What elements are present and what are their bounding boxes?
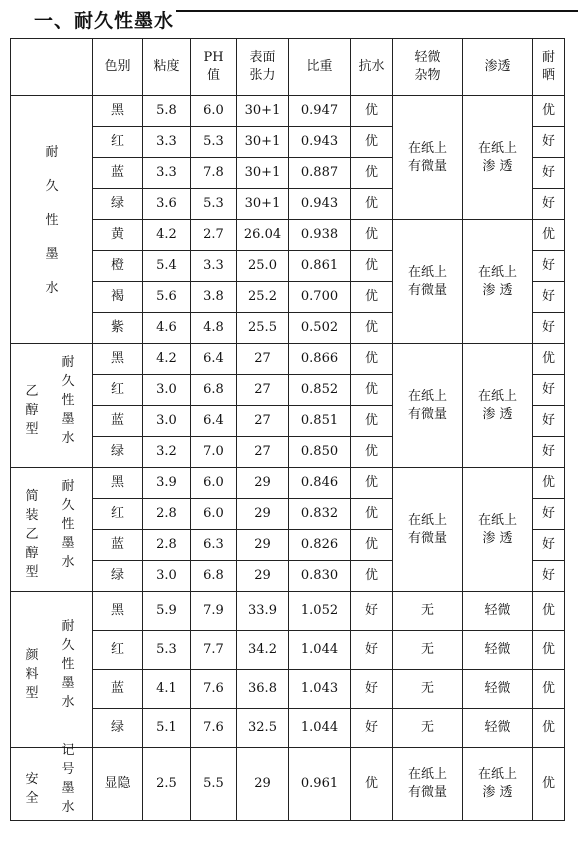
table-cell: 27 [237,375,289,406]
table-cell: 0.866 [289,344,351,375]
table-cell: 橙 [93,251,143,282]
table-cell: 7.9 [191,592,237,631]
table-cell: 优 [351,406,393,437]
table-cell: 2.7 [191,220,237,251]
table-cell: 6.0 [191,499,237,530]
vertical-label: 耐久性墨水 [45,144,59,296]
table-cell: 好 [351,670,393,709]
table-row [11,220,565,251]
header-cell: 粘度 [143,39,191,96]
table-cell: 无 [393,592,463,631]
header-cell: 耐 晒 [533,39,565,96]
section-title: 一、耐久性墨水 [34,10,175,32]
table-cell: 0.947 [289,96,351,127]
table-cell: 30+1 [237,96,289,127]
table-cell: 0.943 [289,127,351,158]
table-cell: 27 [237,344,289,375]
table-cell: 黑 [93,96,143,127]
table-cell: 在纸上 有微量 [393,344,463,468]
table-row [11,670,565,709]
ink-properties-table [10,38,565,821]
table-cell: 优 [351,437,393,468]
table-cell: 优 [351,530,393,561]
table-cell: 优 [351,499,393,530]
group-label-right: 耐久性墨水 [61,619,75,710]
table-cell: 1.052 [289,592,351,631]
table-row [11,631,565,670]
table-cell: 绿 [93,709,143,748]
table-cell: 好 [533,530,565,561]
table-cell: 无 [393,670,463,709]
table-cell: 5.3 [143,631,191,670]
table-cell: 好 [533,499,565,530]
table-cell: 绿 [93,437,143,468]
table-cell: 0.938 [289,220,351,251]
table-row [11,709,565,748]
table-cell: 26.04 [237,220,289,251]
table-row [11,748,565,821]
table-cell: 轻微 [463,592,533,631]
table-cell: 好 [533,127,565,158]
table-cell: 褐 [93,282,143,313]
table-cell: 0.887 [289,158,351,189]
group-label-cell [11,468,93,592]
table-cell: 4.6 [143,313,191,344]
table-cell: 0.852 [289,375,351,406]
table-cell: 优 [351,344,393,375]
table-cell: 0.943 [289,189,351,220]
group-label-right: 记号墨水 [61,743,75,815]
table-cell: 30+1 [237,127,289,158]
table-cell: 0.826 [289,530,351,561]
table-cell: 优 [533,748,565,821]
table-cell: 34.2 [237,631,289,670]
table-cell: 0.961 [289,748,351,821]
table-cell: 在纸上 渗 透 [463,468,533,592]
table-cell: 6.8 [191,561,237,592]
table-cell: 3.0 [143,375,191,406]
table-cell: 4.2 [143,344,191,375]
table-cell: 好 [351,709,393,748]
table-cell: 在纸上 渗 透 [463,96,533,220]
table-cell: 27 [237,437,289,468]
table-cell: 0.850 [289,437,351,468]
table-cell: 5.4 [143,251,191,282]
table-cell: 2.5 [143,748,191,821]
table-cell: 0.851 [289,406,351,437]
table-cell: 好 [533,313,565,344]
header-cell: 比重 [289,39,351,96]
table-row [11,344,565,375]
table-cell: 2.8 [143,530,191,561]
group-label-left: 安全 [25,772,39,806]
table-cell: 红 [93,499,143,530]
title-rule [176,10,578,12]
table-cell: 无 [393,631,463,670]
table-cell: 0.832 [289,499,351,530]
header-cell: 抗水 [351,39,393,96]
table-cell: 29 [237,748,289,821]
table-cell: 优 [351,251,393,282]
table-cell: 好 [533,251,565,282]
group-label-cell [11,743,93,821]
table-cell: 优 [351,158,393,189]
table-cell: 优 [533,631,565,670]
table-body [11,96,565,821]
table-cell: 2.8 [143,499,191,530]
header-cell: 渗透 [463,39,533,96]
table-cell: 5.3 [191,189,237,220]
table-cell: 5.3 [191,127,237,158]
group-label-left: 简装乙醇型 [25,489,39,580]
table-cell: 3.8 [191,282,237,313]
table-cell: 29 [237,530,289,561]
table-cell: 4.8 [191,313,237,344]
table-cell: 优 [351,189,393,220]
group-label-left: 乙醇型 [25,384,39,437]
table-cell: 红 [93,631,143,670]
table-cell: 好 [533,282,565,313]
table-cell: 3.0 [143,406,191,437]
table-cell: 29 [237,499,289,530]
table-cell: 好 [533,406,565,437]
header-cell [11,39,93,96]
table-cell: 7.0 [191,437,237,468]
table-cell: 0.502 [289,313,351,344]
group-label-right: 耐久性墨水 [61,355,75,446]
table-cell: 3.3 [143,127,191,158]
group-label-cell [11,592,93,748]
header-cell: PH 值 [191,39,237,96]
table-cell: 轻微 [463,709,533,748]
table-cell: 优 [351,313,393,344]
table-cell: 在纸上 渗 透 [463,344,533,468]
table-cell: 好 [533,189,565,220]
table-cell: 1.043 [289,670,351,709]
table-row [11,468,565,499]
table-cell: 好 [351,592,393,631]
table-cell: 在纸上 渗 透 [463,220,533,344]
table-cell: 绿 [93,561,143,592]
table-cell: 好 [533,561,565,592]
table-cell: 36.8 [237,670,289,709]
table-cell: 优 [351,468,393,499]
table-cell: 蓝 [93,158,143,189]
table-cell: 25.2 [237,282,289,313]
table-cell: 3.0 [143,561,191,592]
table-cell: 红 [93,375,143,406]
table-cell: 5.5 [191,748,237,821]
group-label-left: 颜料型 [25,648,39,701]
table-cell: 6.3 [191,530,237,561]
table-cell: 5.9 [143,592,191,631]
table-cell: 5.1 [143,709,191,748]
table-cell: 29 [237,468,289,499]
table-cell: 25.0 [237,251,289,282]
table-cell: 好 [533,375,565,406]
table-row [11,592,565,631]
table-cell: 优 [533,709,565,748]
table-cell: 优 [533,96,565,127]
table-cell: 黑 [93,344,143,375]
table-cell: 5.8 [143,96,191,127]
header-row [11,39,565,96]
table-cell: 优 [533,468,565,499]
table-cell: 显隐 [93,748,143,821]
table-cell: 红 [93,127,143,158]
table-cell: 0.830 [289,561,351,592]
table-cell: 优 [533,592,565,631]
table-cell: 黄 [93,220,143,251]
table-cell: 29 [237,561,289,592]
table-cell: 7.6 [191,709,237,748]
table-cell: 优 [351,96,393,127]
table-cell: 无 [393,709,463,748]
table-cell: 蓝 [93,670,143,709]
table-cell: 在纸上 渗 透 [463,748,533,821]
table-cell: 4.1 [143,670,191,709]
table-cell: 在纸上 有微量 [393,96,463,220]
table-cell: 30+1 [237,189,289,220]
table-cell: 蓝 [93,530,143,561]
table-cell: 7.7 [191,631,237,670]
table-cell: 蓝 [93,406,143,437]
table-row [11,96,565,127]
table-cell: 在纸上 有微量 [393,220,463,344]
table-cell: 紫 [93,313,143,344]
table-cell: 6.4 [191,406,237,437]
group-label-right: 耐久性墨水 [61,479,75,570]
table-cell: 绿 [93,189,143,220]
table-cell: 好 [533,158,565,189]
table-cell: 1.044 [289,631,351,670]
table-cell: 6.0 [191,468,237,499]
table-cell: 优 [351,127,393,158]
table-cell: 好 [533,437,565,468]
table-cell: 30+1 [237,158,289,189]
table-cell: 优 [351,561,393,592]
table-cell: 33.9 [237,592,289,631]
group-label-cell [11,96,93,344]
table-cell: 0.700 [289,282,351,313]
table-cell: 优 [351,375,393,406]
table-cell: 好 [351,631,393,670]
table-cell: 27 [237,406,289,437]
table-cell: 32.5 [237,709,289,748]
table-cell: 0.861 [289,251,351,282]
table-cell: 6.0 [191,96,237,127]
table-cell: 轻微 [463,631,533,670]
table-cell: 3.9 [143,468,191,499]
table-cell: 6.4 [191,344,237,375]
table-cell: 优 [533,220,565,251]
table-cell: 7.6 [191,670,237,709]
header-cell: 表面 张力 [237,39,289,96]
table-cell: 7.8 [191,158,237,189]
table-cell: 3.6 [143,189,191,220]
table-cell: 25.5 [237,313,289,344]
table-cell: 优 [351,220,393,251]
table-cell: 优 [351,748,393,821]
table-cell: 4.2 [143,220,191,251]
table-cell: 黑 [93,468,143,499]
table-cell: 黑 [93,592,143,631]
header-cell: 色别 [93,39,143,96]
header-cell: 轻微 杂物 [393,39,463,96]
table-cell: 3.3 [143,158,191,189]
table-cell: 优 [533,344,565,375]
table-cell: 优 [351,282,393,313]
table-cell: 3.2 [143,437,191,468]
table-cell: 5.6 [143,282,191,313]
table-cell: 轻微 [463,670,533,709]
table-cell: 在纸上 有微量 [393,468,463,592]
table-cell: 优 [533,670,565,709]
table-cell: 3.3 [191,251,237,282]
table-cell: 0.846 [289,468,351,499]
table-cell: 1.044 [289,709,351,748]
table-cell: 6.8 [191,375,237,406]
group-label-cell [11,344,93,468]
table-cell: 在纸上 有微量 [393,748,463,821]
